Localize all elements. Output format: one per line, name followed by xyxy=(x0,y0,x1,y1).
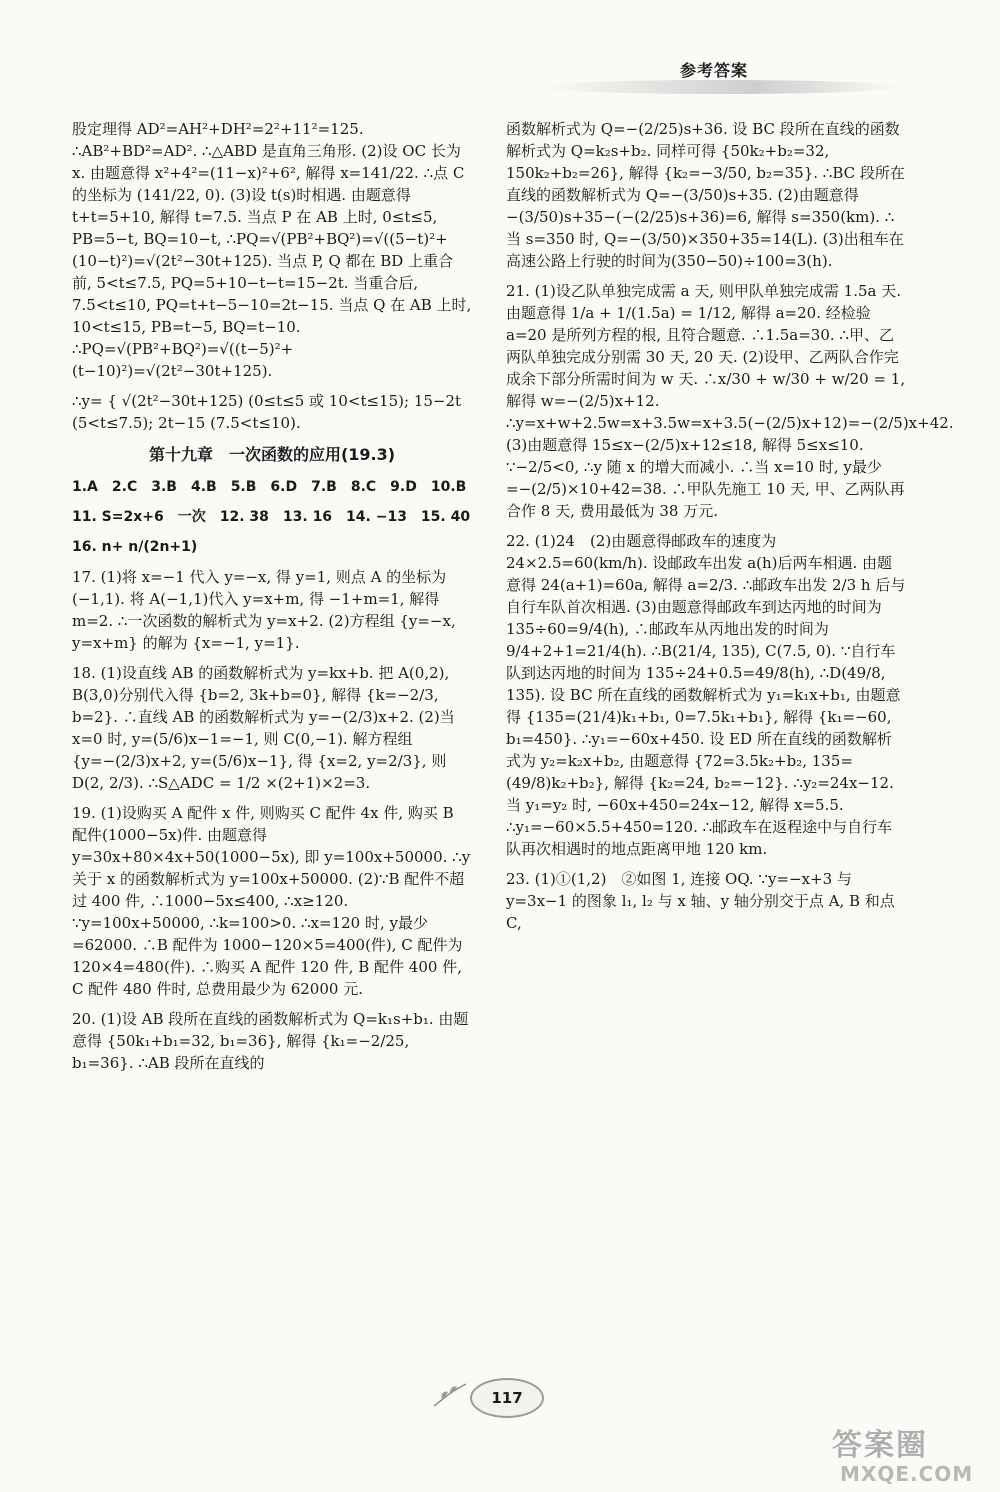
watermark-logo-text: 答案圈 xyxy=(832,1428,928,1463)
solution-paragraph: 21. (1)设乙队单独完成需 a 天, 则甲队单独完成需 1.5a 天. 由题意得 1/a + 1/(1.5a) = 1/12, 解得 a=20. 经检验 a=20 是所列方程的根, 且符合题意. ∴1.5a=30. ∴甲、乙两队单独完成分别需 30 天, 20 天. (2)设甲、乙两队合作完成余下部分所需时间为 w 天. ∴x/30 + w/30 + w/20 = 1, 解得 w=−(2/5)x+12. ∴y=x+w+2.5w=x+3.5w=x+3.5(−(2/5)x+12)=−(2/5)x+42. (3)由题意得 15≤x−(2/5)x+12≤18, 解得 5≤x≤10. ∵−2/5<0, ∴y 随 x 的增大而减小. ∴当 x=10 时, y最少=−(2/5)×10+42=38. ∴甲队先施工 10 天, 甲、乙两队再合作 8 天, 费用最低为 38 万元. xyxy=(506,282,954,520)
header-decoration xyxy=(540,80,900,94)
left-column xyxy=(72,118,472,1082)
solution-paragraph: 17. (1)将 x=−1 代入 y=−x, 得 y=1, 则点 A 的坐标为 (−1,1). 将 A(−1,1)代入 y=x+m, 得 −1+m=1, 解得 m=2. ∴一次函数的解析式为 y=x+2. (2)方程组 {y=−x, y=x+m} 的解为 {x=−1, y=1}. xyxy=(72,568,456,652)
chapter-title: 第十九章 一次函数的应用(19.3) xyxy=(148,445,396,464)
solution-paragraph: 22. (1)24 (2)由题意得邮政车的速度为 24×2.5=60(km/h). 设邮政车出发 a(h)后两车相遇. 由题意得 24(a+1)=60a, 解得 a=2/3. ∴邮政车出发 2/3 h 后与自行车队首次相遇. (3)由题意得邮政车到达丙地的时间为 135÷60=9/4(h), ∴邮政车从丙地出发的时间为 9/4+2+1=21/4(h). ∴B(21/4, 135), C(7.5, 0). ∵自行车队到达丙地的时间为 135÷24+0.5=49/8(h), ∴D(49/8, 135). 设 BC 所在直线的函数解析式为 y₁=k₁x+b₁, 由题意得 {135=(21/4)k₁+b₁, 0=7.5k₁+b₁}, 解得 {k₁=−60, b₁=450}. ∴y₁=−60x+450. 设 ED 所在直线的函数解析式为 y₂=k₂x+b₂, 由题意得 {72=3.5k₂+b₂, 135=(49/8)k₂+b₂}, 解得 {k₂=24, b₂=−12}. ∴y₂=24x−12. 当 y₁=y₂ 时, −60x+450=24x−12, 解得 x=5.5. ∴y₁=−60×5.5+450=120. ∴邮政车在返程途中与自行车队再次相遇时的地点距离甲地 120 km. xyxy=(506,532,906,858)
watermark-url: MXQE.COM xyxy=(840,1462,974,1486)
right-column xyxy=(506,118,954,942)
leaf-ornament-icon xyxy=(432,1380,468,1410)
solution-paragraph: 23. (1)①(1,2) ②如图 1, 连接 OQ. ∵y=−x+3 与 y=3x−1 的图象 l₁, l₂ 与 x 轴、y 轴分别交于点 A, B 和点 C, xyxy=(506,870,895,932)
solution-paragraph: 18. (1)设直线 AB 的函数解析式为 y=kx+b. 把 A(0,2), B(3,0)分别代入得 {b=2, 3k+b=0}, 解得 {k=−2/3, b=2}. ∴直线 AB 的函数解析式为 y=−(2/3)x+2. (2)当 x=0 时, y=(5/6)x−1=−1, 则 C(0,−1). 解方程组 {y=−(2/3)x+2, y=(5/6)x−1}, 得 {x=2, y=2/3}, 则 D(2, 2/3). ∴S△ADC = 1/2 ×(2+1)×2=3. xyxy=(72,664,455,792)
paragraph: ∴y= { √(2t²−30t+125) (0≤t≤5 或 10<t≤15); 15−2t (5<t≤7.5); 2t−15 (7.5<t≤10). xyxy=(72,392,462,432)
answer-line: 1.A 2.C 3.B 4.B 5.B 6.D 7.B 8.C 9.D 10.B xyxy=(72,479,467,495)
solution-paragraph: 函数解析式为 Q=−(2/25)s+36. 设 BC 段所在直线的函数解析式为 Q=k₂s+b₂. 同样可得 {50k₂+b₂=32, 150k₂+b₂=26}, 解得 {k₂=−3/50, b₂=35}. ∴BC 段所在直线的函数解析式为 Q=−(3/50)s+35. (2)由题意得 −(3/50)s+35−(−(2/25)s+36)=6, 解得 s=350(km). ∴当 s=350 时, Q=−(3/50)×350+35=14(L). (3)出租车在高速公路上行驶的时间为(350−50)÷100=3(h). xyxy=(506,120,905,270)
page-number: 117 xyxy=(470,1378,544,1418)
paragraph: 股定理得 AD²=AH²+DH²=2²+11²=125. ∴AB²+BD²=AD². ∴△ABD 是直角三角形. (2)设 OC 长为 x. 由题意得 x²+4²=(11−x)²+6², 解得 x=141/22. ∴点 C 的坐标为 (141/22, 0). (3)设 t(s)时相遇. 由题意得 t+t=5+10, 解得 t=7.5. 当点 P 在 AB 上时, 0≤t≤5, PB=5−t, BQ=10−t, ∴PQ=√(PB²+BQ²)=√((5−t)²+(10−t)²)=√(2t²−30t+125). 当点 P, Q 都在 BD 上重合前, 5<t≤7.5, PQ=5+10−t−t=15−2t. 当重合后, 7.5<t≤10, PQ=t+t−5−10=2t−15. 当点 Q 在 AB 上时, 10<t≤15, PB=t−5, BQ=t−10. ∴PQ=√(PB²+BQ²)=√((t−5)²+(t−10)²)=√(2t²−30t+125). xyxy=(72,120,472,380)
answer-line: 11. S=2x+6 一次 12. 38 13. 16 14. −13 15. 40 xyxy=(72,509,471,525)
page-header xyxy=(540,52,960,100)
solution-paragraph: 19. (1)设购买 A 配件 x 件, 则购买 C 配件 4x 件, 购买 B 配件(1000−5x)件. 由题意得 y=30x+80×4x+50(1000−5x), 即 y=100x+50000. ∴y 关于 x 的函数解析式为 y=100x+50000. (2)∵B 配件不超过 400 件, ∴1000−5x≤400, ∴x≥120. ∵y=100x+50000, ∴k=100>0. ∴x=120 时, y最少=62000. ∴B 配件为 1000−120×5=400(件), C 配件为 120×4=480(件). ∴购买 A 配件 120 件, B 配件 400 件, C 配件 480 件时, 总费用最少为 62000 元. xyxy=(72,804,471,998)
answer-line: 16. n+ n/(2n+1) xyxy=(72,539,198,555)
header-title: 参考答案 xyxy=(680,61,749,80)
site-watermark xyxy=(832,1420,1000,1492)
solution-paragraph: 20. (1)设 AB 段所在直线的函数解析式为 Q=k₁s+b₁. 由题意得 {50k₁+b₁=32, b₁=36}, 解得 {k₁=−2/25, b₁=36}. ∴AB 段所在直线的 xyxy=(72,1010,469,1072)
